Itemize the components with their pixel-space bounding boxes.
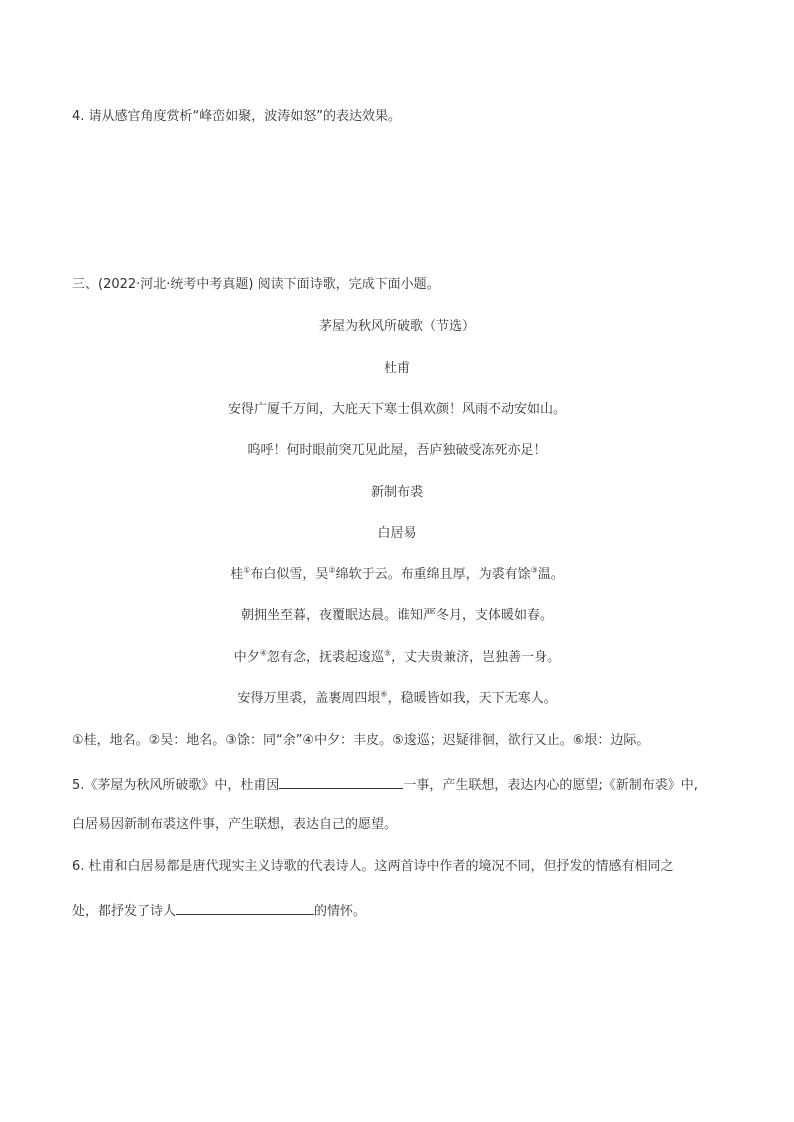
question-5-line-1 <box>72 774 698 795</box>
poem2-line-2: 朝拥坐至暮，夜覆眠达晨。谁知严冬月，支体暖如春。 <box>240 608 553 623</box>
section-3-heading: 三、(2022·河北·统考中考真题) 阅读下面诗歌，完成下面小题。 <box>72 277 440 292</box>
text-segment: 处，都抒发了诗人 <box>72 904 177 919</box>
question-5-line-2: 白居易因新制布裘这件事，产生联想，表达自己的愿望。 <box>72 817 398 832</box>
text-segment: 布白似雪，吴 <box>250 567 329 582</box>
footnote-marker: ⑤ <box>384 648 392 658</box>
text-segment: 温。 <box>537 567 564 582</box>
text-segment: 一事，产生联想，表达内心的愿望;《新制布裘》中, <box>403 778 698 793</box>
poem1-line-2: 呜呼！何时眼前突兀见此屋，吾庐独破受冻死亦足！ <box>247 443 547 458</box>
footnote-marker: ⑥ <box>380 689 388 699</box>
poem1-line-1: 安得广厦千万间，大庇天下寒士俱欢颜！风雨不动安如山。 <box>227 402 566 417</box>
poem2-line-4 <box>0 690 794 708</box>
text-segment: 忽有念，抚裘起逡巡 <box>266 650 384 665</box>
poem1-title: 茅屋为秋风所破歌（节选） <box>318 319 475 334</box>
poem2-line-3 <box>0 649 794 667</box>
poem2-title: 新制布裘 <box>370 485 423 500</box>
poem1-author: 杜甫 <box>383 361 410 376</box>
answer-blank-q5[interactable] <box>279 774 403 789</box>
answer-blank-q6[interactable] <box>176 900 314 915</box>
footnote-marker: ④ <box>259 648 267 658</box>
question-6-line-2 <box>72 900 366 921</box>
text-segment: 5.《茅屋为秋风所破歌》中，杜甫因 <box>72 778 280 793</box>
footnotes: ①桂，地名。②吴：地名。③馀：同“余”④中夕：丰皮。⑤逡巡；迟疑徘徊，欲行又止。⑥垠：边际。 <box>72 733 650 748</box>
text-segment: 绵软于云。布重绵且厚，为裘有馀 <box>335 567 531 582</box>
poem2-author: 白居易 <box>377 526 417 541</box>
footnote-marker: ③ <box>530 565 538 575</box>
question-4: 4. 请从感官角度赏析“峰峦如聚，波涛如怒”的表达效果。 <box>72 109 402 124</box>
text-segment: 桂 <box>230 567 244 582</box>
text-segment: 中夕 <box>233 650 260 665</box>
text-segment: 的情怀。 <box>314 904 367 919</box>
text-segment: ，丈夫贵兼济，岂独善一身。 <box>391 650 561 665</box>
footnote-marker: ② <box>328 565 336 575</box>
footnote-marker: ① <box>243 565 251 575</box>
text-segment: ，稳暖皆如我，天下无寒人。 <box>387 691 557 706</box>
text-segment: 安得万里裘，盖裹周四垠 <box>237 691 381 706</box>
question-6-line-1: 6. 杜甫和白居易都是唐代现实主义诗歌的代表诗人。这两首诗中作者的境况不同，但抒发的情感有相同之 <box>72 859 674 874</box>
poem2-line-1 <box>0 566 794 584</box>
